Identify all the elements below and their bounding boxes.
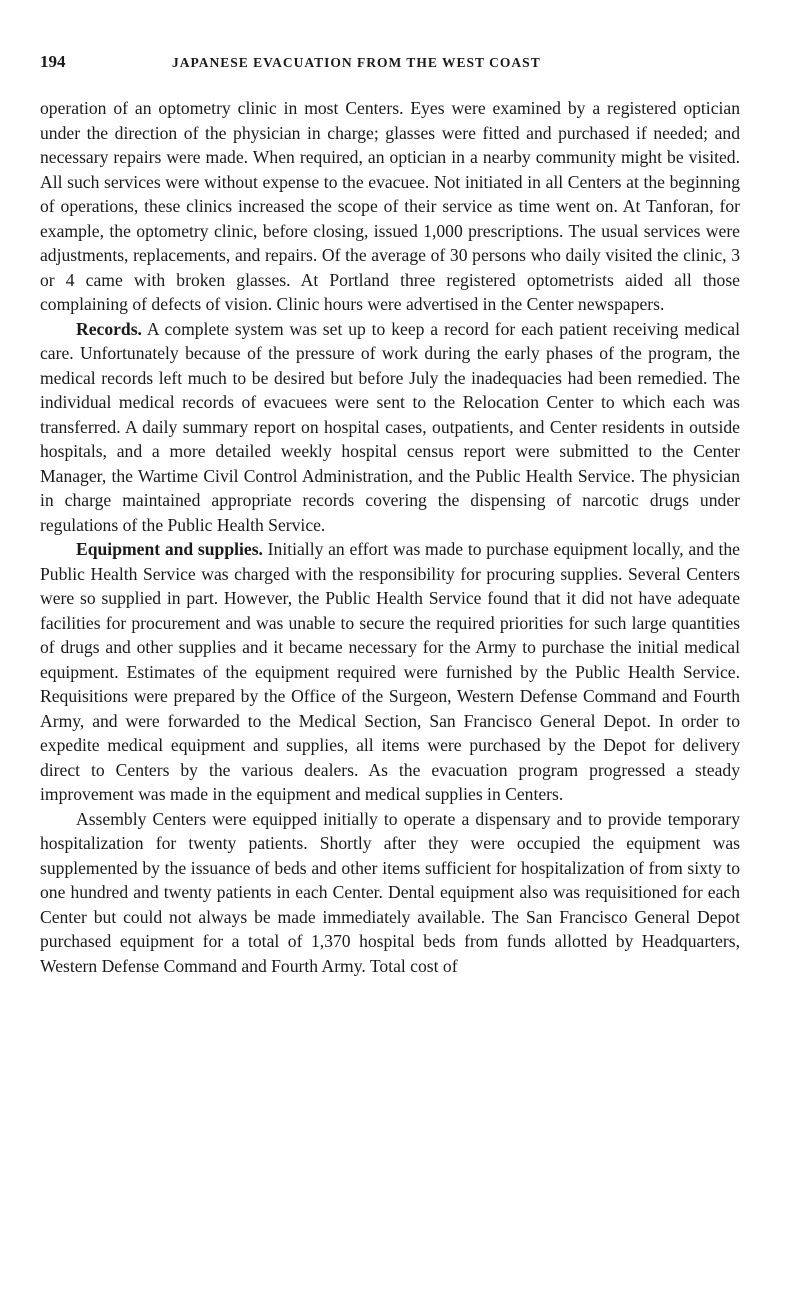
paragraph-text: operation of an optometry clinic in most Centers. Eyes were examined by a registered optician under the direction of the physician in charge; glasses were fitted and purchased if needed; and necessary repairs were made. When required, an optician in a nearby community might be visited. All such services were without expense to the evacuee. Not initiated in all Centers at the beginning of operations, these clinics increased the scope of their service as time went on. At Tanforan, for example, the optometry clinic, before closing, issued 1,000 prescriptions. The usual services were adjustments, replacements, and repairs. Of the average of 30 persons who daily visited the clinic, 3 or 4 came with broken glasses. At Portland three registered optometrists aided all those complaining of defects of vision. Clinic hours were advertised in the Center newspapers. (40, 98, 740, 314)
section-heading-equipment: Equipment and supplies. (76, 539, 263, 559)
paragraph-optometry (40, 96, 740, 317)
paragraph-records (40, 317, 740, 538)
section-heading-records: Records. (76, 318, 142, 339)
paragraph-assembly-centers (40, 807, 740, 979)
paragraph-text: Initially an effort was made to purchase equipment locally, and the Public Health Service was charged with the responsibility for procuring supplies. Several Centers were so supplied in part. However, the Public Health Service found that it did not have adequate facilities for procurement and was unable to secure the required priorities for such large quantities of drugs and other supplies and it became necessary for the Army to purchase the initial medical equipment. Estimates of the equipment required were furnished by the Public Health Service. Requisitions were prepared by the Office of the Surgeon, Western Defense Command and Fourth Army, and were forwarded to the Medical Section, San Francisco General Depot. In order to expedite medical equipment and supplies, all items were purchased by the Depot for delivery direct to Centers by the various dealers. As the evacuation program progressed a steady improvement was made in the equipment and medical supplies in Centers. (40, 539, 740, 804)
running-title: JAPANESE EVACUATION FROM THE WEST COAST (172, 55, 541, 70)
page-header (40, 52, 740, 82)
page-number: 194 (40, 52, 66, 71)
paragraph-equipment (40, 537, 740, 807)
paragraph-text: Assembly Centers were equipped initially to operate a dispensary and to provide temporary hospitalization for twenty patients. Shortly after they were occupied the equipment was supplemented by the issuance of beds and other items sufficient for hospitalization of from sixty to one hundred and twenty patients in each Center. Dental equipment also was requisitioned for each Center but could not always be made immediately available. The San Francisco General Depot purchased equipment for a total of 1,370 hospital beds from funds allotted by Headquarters, Western Defense Command and Fourth Army. Total cost of (40, 808, 740, 976)
body-text (40, 96, 740, 978)
paragraph-text: A complete system was set up to keep a record for each patient receiving medical care. Unfortunately because of the pressure of work during the early phases of the program, the medical records left much to be desired but before July the inadequacies had been remedied. The individual medical records of evacuees were sent to the Relocation Center to which each was transferred. A daily summary report on hospital cases, outpatients, and Center residents in outside hospitals, and a more detailed weekly hospital census report were submitted to the Center Manager, the Wartime Civil Control Administration, and the Public Health Service. The physician in charge maintained appropriate records covering the dispensing of narcotic drugs under regulations of the Public Health Service. (40, 318, 740, 535)
